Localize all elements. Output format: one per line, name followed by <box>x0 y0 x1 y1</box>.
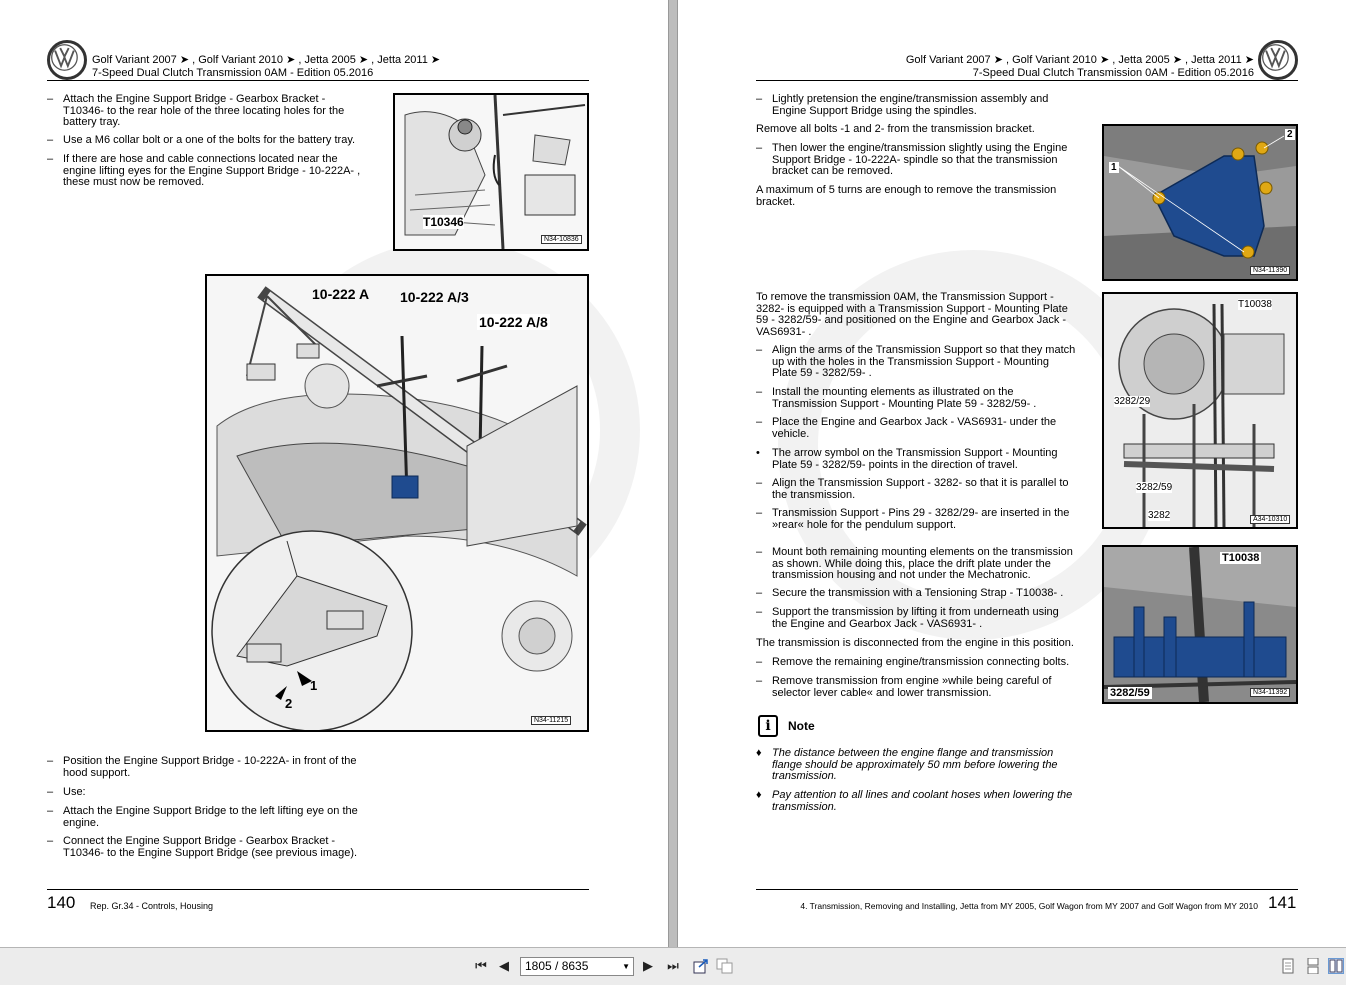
figure-gearbox-bracket <box>393 93 589 251</box>
callout-label: 1 <box>1111 162 1117 173</box>
list-item: – Attach the Engine Support Bridge to the left lifting eye on the engine. <box>47 805 358 829</box>
copy-page-icon[interactable] <box>716 958 734 974</box>
right-page <box>678 0 1346 947</box>
header-models: Golf Variant 2007 ➤ , Golf Variant 2010 ➤ , Jetta 2005 ➤ , Jetta 2011 ➤ <box>905 54 1254 66</box>
figure-tensioning-strap <box>1102 545 1298 704</box>
footer-rule <box>756 889 1298 890</box>
note-item: ♦ Pay attention to all lines and coolant hoses when lowering the transmission. <box>756 789 1073 813</box>
list-item: – Then lower the engine/transmission slightly using the Engine Support Bridge - 10-222A- spindle so that the transmission bracket can be removed. <box>756 142 1068 177</box>
page-number-field[interactable] <box>520 957 634 976</box>
next-page-button[interactable]: ▶ <box>643 958 653 973</box>
list-item: – If there are hose and cable connections located near the engine lifting eyes for the Engine Support Bridge - 10-222A- , these must now be removed. <box>47 153 361 188</box>
list-item: – Attach the Engine Support Bridge - Gearbox Bracket - T10346- to the rear hole of the three locating holes for the battery tray. <box>47 93 345 128</box>
list-item: – Use: <box>47 786 86 798</box>
figure-code: N34-11390 <box>1250 266 1290 275</box>
viewer-toolbar <box>0 947 1346 985</box>
header-rule <box>756 80 1298 81</box>
single-page-view-icon[interactable] <box>1280 958 1296 974</box>
header-rule <box>47 80 589 81</box>
figure-engine-support-bridge <box>205 274 589 732</box>
callout-label: 1 <box>310 678 318 693</box>
list-item: – Use a M6 collar bolt or a one of the bolts for the battery tray. <box>47 134 356 146</box>
list-item: – Connect the Engine Support Bridge - Gearbox Bracket - T10346- to the Engine Support Bridge (see previous image). <box>47 835 358 859</box>
paragraph: To remove the transmission 0AM, the Transmission Support - 3282- is equipped with a Transmission Support - Mounting Plate 59 - 3282/59- and positioned on the Engine and Gearbox Jack - VAS6931- . <box>756 291 1068 338</box>
callout-label: 2 <box>1287 129 1293 140</box>
header-manual: 7-Speed Dual Clutch Transmission 0AM - Edition 05.2016 <box>972 67 1254 79</box>
export-page-icon[interactable] <box>692 958 710 974</box>
list-item: – Place the Engine and Gearbox Jack - VAS6931- under the vehicle. <box>756 416 1057 440</box>
figure-code: N34-11392 <box>1250 688 1290 697</box>
page-spine <box>668 0 678 947</box>
list-item: – Position the Engine Support Bridge - 10-222A- in front of the hood support. <box>47 755 357 779</box>
callout-label: 3282/29 <box>1114 396 1151 407</box>
header-manual: 7-Speed Dual Clutch Transmission 0AM - Edition 05.2016 <box>92 67 374 79</box>
list-item: – Secure the transmission with a Tensioning Strap - T10038- . <box>756 587 1064 599</box>
paragraph: The transmission is disconnected from the engine in this position. <box>756 637 1074 649</box>
vw-logo <box>47 40 87 80</box>
last-page-button[interactable]: ⏭ <box>667 958 679 973</box>
left-page <box>0 0 668 947</box>
footer-rule <box>47 889 589 890</box>
page-number: 141 <box>1268 893 1297 912</box>
first-page-button[interactable]: ⏮ <box>475 958 487 973</box>
footer-text: Rep. Gr.34 - Controls, Housing <box>90 901 214 911</box>
note-item: ♦ The distance between the engine flange and transmission flange should be approximately 50 mm before lowering the transmission. <box>756 747 1058 782</box>
figure-transmission-support <box>1102 292 1298 529</box>
figure-label: 10-222 A <box>312 286 370 302</box>
list-item: – Align the Transmission Support - 3282- so that it is parallel to the transmission. <box>756 477 1069 501</box>
figure-label: 10-222 A/3 <box>400 289 469 305</box>
figure-code: N34-10836 <box>541 235 582 244</box>
list-item: – Lightly pretension the engine/transmission assembly and Engine Support Bridge using the spindles. <box>756 93 1049 117</box>
list-item: – Support the transmission by lifting it from underneath using the Engine and Gearbox Jack - VAS6931- . <box>756 606 1059 630</box>
list-item: – Remove the remaining engine/transmission connecting bolts. <box>756 656 1070 668</box>
note-info-icon: i <box>758 715 778 737</box>
prev-page-button[interactable]: ◀ <box>499 958 509 973</box>
vw-logo <box>1258 40 1298 80</box>
figure-code: N34-11215 <box>531 716 571 725</box>
figure-label: 10-222 A/8 <box>479 314 548 330</box>
callout-label: 3282/59 <box>1136 482 1173 493</box>
figure-label: T10346 <box>423 215 464 229</box>
callout-label: T10038 <box>1222 552 1260 564</box>
figure-code: A34-10310 <box>1250 515 1290 524</box>
list-item: – Align the arms of the Transmission Support so that they match up with the holes in the Transmission Support - Mounting Plate 59 - 3282/59- . <box>756 344 1076 379</box>
callout-label: T10038 <box>1238 299 1272 310</box>
callout-label: 2 <box>285 696 293 711</box>
list-item: – Remove transmission from engine »while being careful of selector lever cable« and lower transmission. <box>756 675 1052 699</box>
callout-label: 3282 <box>1148 510 1171 521</box>
page-number: 140 <box>47 893 76 912</box>
list-item: • The arrow symbol on the Transmission Support - Mounting Plate 59 - 3282/59- points in the direction of travel. <box>756 447 1058 471</box>
page-indicator: 1805 / 8635 <box>525 959 589 973</box>
dropdown-arrow-icon[interactable]: ▼ <box>622 962 630 971</box>
continuous-view-icon[interactable] <box>1305 958 1321 974</box>
footer-text: 4. Transmission, Removing and Installing, Jetta from MY 2005, Golf Wagon from MY 2007 and Golf Wagon from MY 2010 <box>800 901 1258 911</box>
header-models: Golf Variant 2007 ➤ , Golf Variant 2010 ➤ , Jetta 2005 ➤ , Jetta 2011 ➤ <box>92 54 441 66</box>
note-title: Note <box>788 719 815 733</box>
paragraph: A maximum of 5 turns are enough to remove the transmission bracket. <box>756 184 1057 208</box>
figure-transmission-bracket <box>1102 124 1298 281</box>
list-item: – Install the mounting elements as illustrated on the Transmission Support - Mounting Plate 59 - 3282/59- . <box>756 386 1037 410</box>
paragraph: Remove all bolts -1 and 2- from the transmission bracket. <box>756 123 1035 135</box>
list-item: – Transmission Support - Pins 29 - 3282/29- are inserted in the »rear« hole for the pendulum support. <box>756 507 1070 531</box>
list-item: – Mount both remaining mounting elements on the transmission as shown. While doing this, place the drift plate under the transmission housing and not under the Mechatronic. <box>756 546 1073 581</box>
two-page-view-icon[interactable] <box>1328 958 1344 974</box>
callout-label: 3282/59 <box>1110 687 1150 699</box>
